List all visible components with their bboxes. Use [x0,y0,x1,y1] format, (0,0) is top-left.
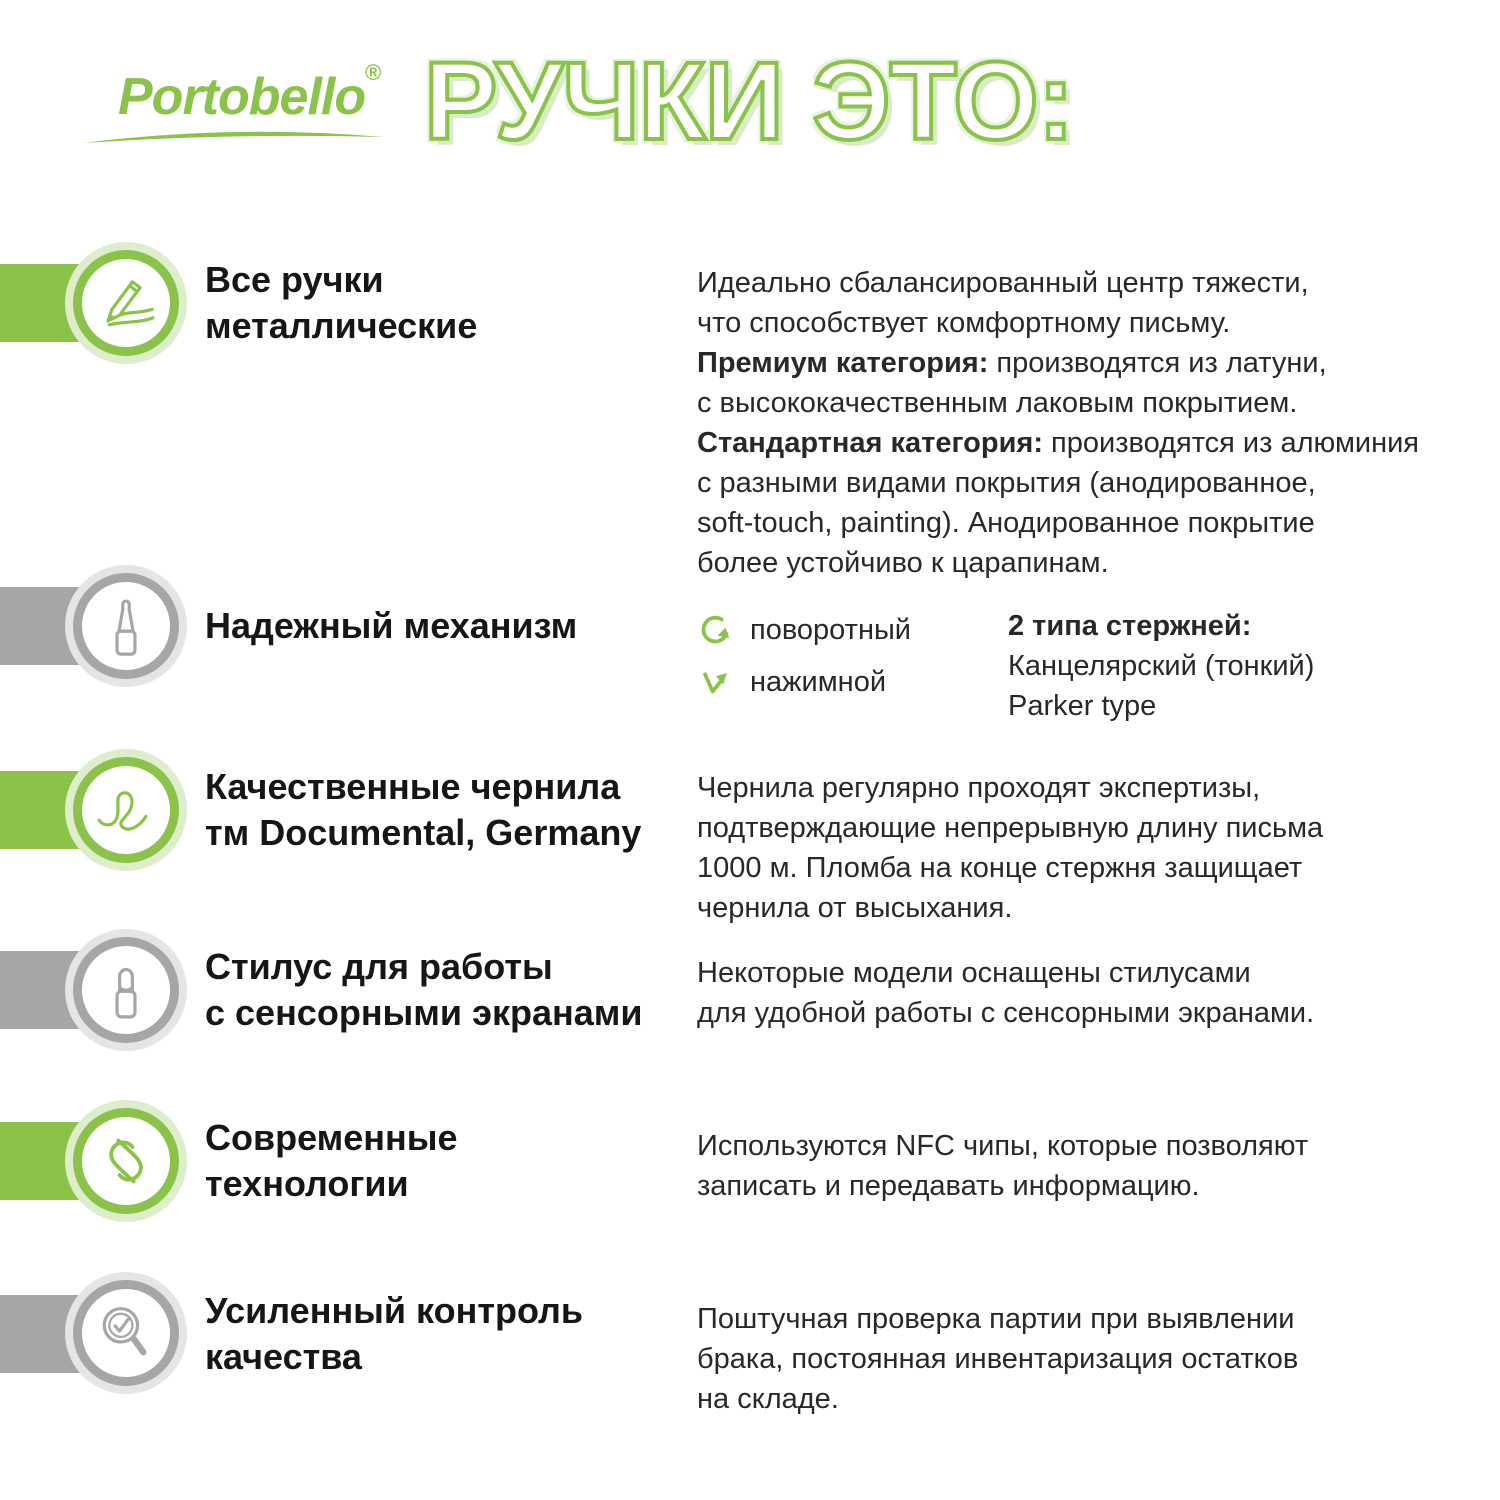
description-line: с разными видами покрытия (анодированное, [697,467,1316,499]
rotate-arrow-icon [697,611,735,649]
brand-name: Portobello [118,68,366,126]
description-line: с высококачественным лаковым покрытием. [697,387,1298,419]
nfc-icon [73,1108,179,1214]
heading-line: качества [205,1336,362,1377]
feature-heading [205,257,477,349]
heading-line: Надежный механизм [205,605,578,646]
feature-description [697,1299,1298,1419]
description-line: брака, постоянная инвентаризация остатков [697,1343,1299,1375]
description-line: Некоторые модели оснащены стилусами [697,957,1251,989]
description-line: Поштучная проверка партии при выявлении [697,1303,1295,1335]
heading-line: Усиленный контроль [205,1290,584,1331]
mechanism-option [697,656,911,708]
page-title: РУЧКИ ЭТО: [424,40,1074,163]
feature-description [697,953,1314,1033]
mechanism-label: поворотный [750,613,912,646]
feature-heading [205,764,641,856]
mechanism-options [697,604,911,708]
heading-line: тм Documental, Germany [205,812,642,853]
description-line: записать и передавать информацию. [697,1170,1200,1202]
description-line: soft-touch, painting). Анодированное покрытие [697,507,1315,539]
brand-logo [118,60,380,127]
refill-types-title: 2 типа стержней: [1008,610,1252,642]
heading-line: Стилус для работы [205,946,553,987]
heading-line: технологии [205,1163,409,1204]
heading-line: с сенсорными экранами [205,992,643,1033]
stylus-icon [73,937,179,1043]
feature-heading [205,603,577,649]
heading-line: Все ручки [205,259,384,300]
refill-types [1008,606,1314,726]
refill-type-item: Канцелярский (тонкий) [1008,650,1315,682]
feature-heading [205,944,643,1036]
registered-mark: ® [365,60,381,85]
description-line: Премиум категория: производятся из латуни, [697,347,1327,379]
description-line: более устойчиво к царапинам. [697,547,1109,579]
pen-tip-icon [73,573,179,679]
mechanism-option [697,604,911,656]
feature-heading [205,1288,583,1380]
description-line: чернила от высыхания. [697,892,1013,924]
feature-icon-badge [65,1272,187,1394]
description-line: Стандартная категория: производятся из алюминия [697,427,1420,459]
feature-icon-badge [65,1100,187,1222]
feature-icon-badge [65,242,187,364]
pen-in-hand-icon [73,250,179,356]
ink-swirl-icon [73,757,179,863]
description-line: для удобной работы с сенсорными экранами. [697,997,1315,1029]
description-line: Идеально сбалансированный центр тяжести, [697,267,1309,299]
feature-description [697,1126,1308,1206]
description-line: подтверждающие непрерывную длину письма [697,812,1324,844]
heading-line: Современные [205,1117,458,1158]
feature-description [697,768,1323,928]
description-line: 1000 м. Пломба на конце стержня защищает [697,852,1303,884]
description-line: что способствует комфортному письму. [697,307,1231,339]
heading-line: Качественные чернила [205,766,621,807]
feature-description [697,263,1419,583]
logo-swoosh [80,124,387,146]
refill-type-item: Parker type [1008,690,1157,722]
feature-icon-badge [65,565,187,687]
feature-icon-badge [65,749,187,871]
feature-heading [205,1115,458,1207]
heading-line: металлические [205,305,478,346]
push-arrow-icon [697,663,735,701]
feature-icon-badge [65,929,187,1051]
mechanism-label: нажимной [750,665,887,698]
magnifier-check-icon [73,1280,179,1386]
description-line: Используются NFC чипы, которые позволяют [697,1130,1309,1162]
description-line: Чернила регулярно проходят экспертизы, [697,772,1261,804]
description-line: на складе. [697,1383,839,1415]
